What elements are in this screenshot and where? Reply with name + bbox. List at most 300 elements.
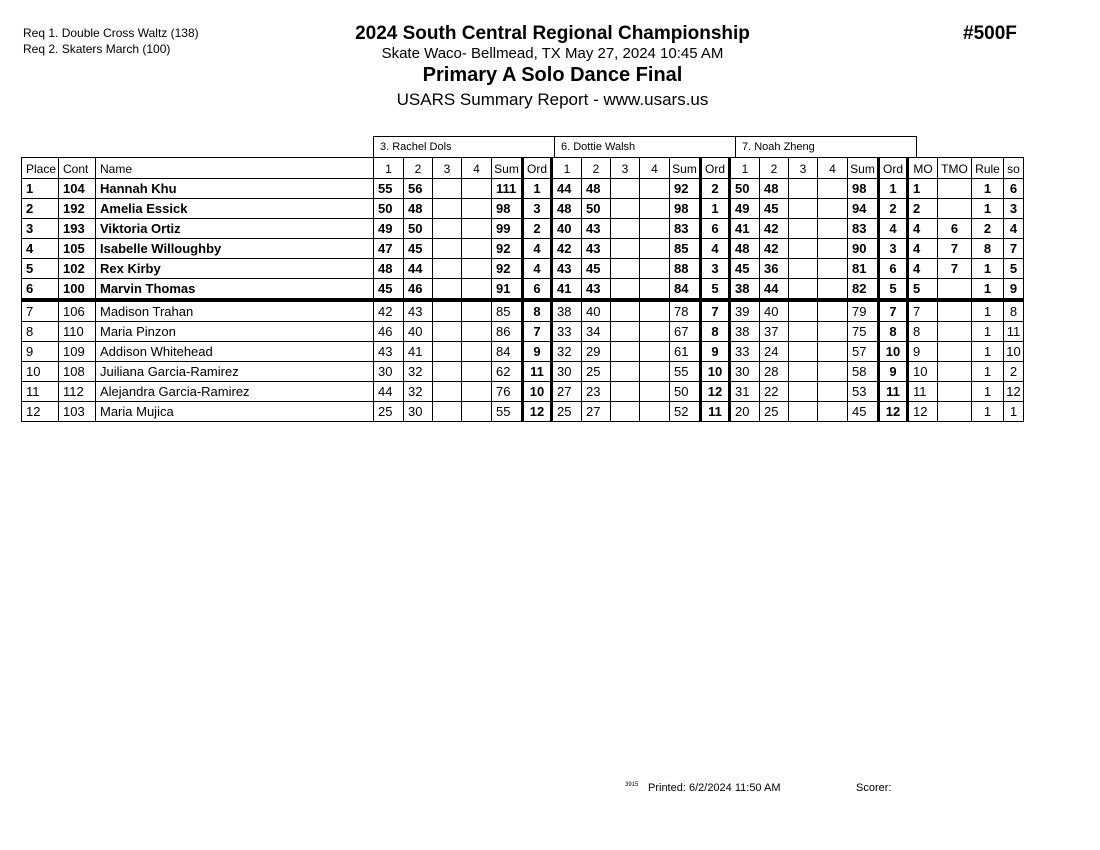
- judge1-sum-cell: 98: [492, 199, 523, 219]
- judge2-score1-cell: 33: [552, 322, 582, 342]
- judge-3-name: 7. Noah Zheng: [736, 137, 917, 158]
- table-row: [22, 239, 1024, 259]
- judge2-score4-cell: [640, 259, 670, 279]
- skater-name-cell: Addison Whitehead: [96, 342, 374, 362]
- table-row: [22, 300, 1024, 322]
- rule-cell: 1: [972, 300, 1004, 322]
- footer-mark: 3915: [625, 782, 639, 788]
- judge2-score3-cell: [611, 279, 640, 301]
- rule-cell: 1: [972, 199, 1004, 219]
- tmo-cell: [938, 300, 972, 322]
- so-cell: 9: [1004, 279, 1024, 301]
- skater-name-cell: Viktoria Ortiz: [96, 219, 374, 239]
- tmo-cell: 7: [938, 259, 972, 279]
- skater-name-cell: Madison Trahan: [96, 300, 374, 322]
- judge1-score2-cell: 56: [404, 179, 433, 199]
- rule-cell: 1: [972, 179, 1004, 199]
- printed-timestamp: Printed: 6/2/2024 11:50 AM: [648, 782, 781, 794]
- mo-cell: 9: [908, 342, 938, 362]
- place-cell: 5: [22, 259, 59, 279]
- judge3-score2-cell: 24: [760, 342, 789, 362]
- judge1-ordinal-cell: 4: [523, 259, 552, 279]
- col-header-cont: Cont: [59, 158, 96, 179]
- judge3-score3-cell: [789, 219, 818, 239]
- judge1-score2-cell: 32: [404, 382, 433, 402]
- judge3-sum-cell: 94: [848, 199, 879, 219]
- col-header-name: Name: [96, 158, 374, 179]
- judge3-ordinal-cell: 4: [879, 219, 908, 239]
- tmo-cell: [938, 322, 972, 342]
- judge2-score2-cell: 50: [582, 199, 611, 219]
- table-row: [22, 402, 1024, 422]
- judge2-score2-cell: 29: [582, 342, 611, 362]
- col-header-judge2-score3: 3: [611, 158, 640, 179]
- judge1-score4-cell: [462, 219, 492, 239]
- judge2-score3-cell: [611, 322, 640, 342]
- judge2-score4-cell: [640, 300, 670, 322]
- judge3-score3-cell: [789, 362, 818, 382]
- judge3-score1-cell: 38: [730, 279, 760, 301]
- contestant-number-cell: 105: [59, 239, 96, 259]
- place-cell: 12: [22, 402, 59, 422]
- col-header-judge3-score2: 2: [760, 158, 789, 179]
- judge1-score2-cell: 50: [404, 219, 433, 239]
- judge1-score3-cell: [433, 300, 462, 322]
- judge3-score3-cell: [789, 342, 818, 362]
- judge2-ordinal-cell: 3: [701, 259, 730, 279]
- judge1-score3-cell: [433, 179, 462, 199]
- skater-name-cell: Hannah Khu: [96, 179, 374, 199]
- judge3-score3-cell: [789, 322, 818, 342]
- judge3-ordinal-cell: 5: [879, 279, 908, 301]
- judge3-score2-cell: 28: [760, 362, 789, 382]
- judge2-score2-cell: 48: [582, 179, 611, 199]
- judge1-score1-cell: 44: [374, 382, 404, 402]
- col-header-judge3-score3: 3: [789, 158, 818, 179]
- rule-cell: 1: [972, 322, 1004, 342]
- judge2-score4-cell: [640, 362, 670, 382]
- event-name: Primary A Solo Dance Final: [422, 64, 683, 86]
- col-header-judge1-sum: Sum: [492, 158, 523, 179]
- judge1-ordinal-cell: 1: [523, 179, 552, 199]
- skater-name-cell: Isabelle Willoughby: [96, 239, 374, 259]
- judge-2-name: 6. Dottie Walsh: [555, 137, 736, 158]
- judge1-score3-cell: [433, 279, 462, 301]
- judge2-score2-cell: 43: [582, 239, 611, 259]
- skater-name-cell: Maria Pinzon: [96, 322, 374, 342]
- skater-name-cell: Juiliana Garcia-Ramirez: [96, 362, 374, 382]
- judge3-sum-cell: 83: [848, 219, 879, 239]
- judge1-score3-cell: [433, 259, 462, 279]
- judge3-score2-cell: 36: [760, 259, 789, 279]
- table-row: [22, 362, 1024, 382]
- judge3-score4-cell: [818, 382, 848, 402]
- contestant-number-cell: 106: [59, 300, 96, 322]
- judge1-score4-cell: [462, 179, 492, 199]
- judge1-score1-cell: 48: [374, 259, 404, 279]
- contestant-number-cell: 104: [59, 179, 96, 199]
- judge3-sum-cell: 58: [848, 362, 879, 382]
- skater-name-cell: Amelia Essick: [96, 199, 374, 219]
- mo-cell: 10: [908, 362, 938, 382]
- judge1-score3-cell: [433, 219, 462, 239]
- judge2-score4-cell: [640, 239, 670, 259]
- judge1-score3-cell: [433, 342, 462, 362]
- judge1-score2-cell: 41: [404, 342, 433, 362]
- judge3-ordinal-cell: 1: [879, 179, 908, 199]
- judge1-score4-cell: [462, 199, 492, 219]
- contestant-number-cell: 103: [59, 402, 96, 422]
- judge2-score1-cell: 25: [552, 402, 582, 422]
- judge3-score2-cell: 40: [760, 300, 789, 322]
- judge2-score3-cell: [611, 219, 640, 239]
- judge3-score1-cell: 20: [730, 402, 760, 422]
- rule-cell: 1: [972, 362, 1004, 382]
- judge2-score3-cell: [611, 179, 640, 199]
- tmo-cell: [938, 179, 972, 199]
- contestant-number-cell: 110: [59, 322, 96, 342]
- requirement-1: Req 1. Double Cross Waltz (138): [23, 26, 199, 40]
- judge2-score1-cell: 40: [552, 219, 582, 239]
- so-cell: 7: [1004, 239, 1024, 259]
- judge1-score4-cell: [462, 342, 492, 362]
- judge2-ordinal-cell: 9: [701, 342, 730, 362]
- judge2-ordinal-cell: 10: [701, 362, 730, 382]
- judge2-score3-cell: [611, 402, 640, 422]
- judge3-score1-cell: 38: [730, 322, 760, 342]
- judge1-score1-cell: 42: [374, 300, 404, 322]
- judge3-score4-cell: [818, 179, 848, 199]
- judge2-score2-cell: 34: [582, 322, 611, 342]
- judge2-score1-cell: 42: [552, 239, 582, 259]
- judge3-score3-cell: [789, 382, 818, 402]
- judge1-score1-cell: 45: [374, 279, 404, 301]
- judge1-score4-cell: [462, 300, 492, 322]
- judge2-ordinal-cell: 2: [701, 179, 730, 199]
- rule-cell: 1: [972, 402, 1004, 422]
- judge2-score4-cell: [640, 199, 670, 219]
- judge2-sum-cell: 61: [670, 342, 701, 362]
- judge2-score3-cell: [611, 239, 640, 259]
- judge1-sum-cell: 62: [492, 362, 523, 382]
- contestant-number-cell: 193: [59, 219, 96, 239]
- judge2-sum-cell: 55: [670, 362, 701, 382]
- tmo-cell: [938, 362, 972, 382]
- judge2-score2-cell: 40: [582, 300, 611, 322]
- judge2-score1-cell: 27: [552, 382, 582, 402]
- judge2-score2-cell: 27: [582, 402, 611, 422]
- judge3-sum-cell: 98: [848, 179, 879, 199]
- col-header-judge3-score1: 1: [730, 158, 760, 179]
- judge2-ordinal-cell: 12: [701, 382, 730, 402]
- place-cell: 2: [22, 199, 59, 219]
- tmo-cell: [938, 382, 972, 402]
- judge1-score2-cell: 40: [404, 322, 433, 342]
- judge2-ordinal-cell: 1: [701, 199, 730, 219]
- requirement-2: Req 2. Skaters March (100): [23, 42, 171, 56]
- judge3-ordinal-cell: 6: [879, 259, 908, 279]
- col-header-judge1-score4: 4: [462, 158, 492, 179]
- so-cell: 10: [1004, 342, 1024, 362]
- scorer-label: Scorer:: [856, 782, 892, 794]
- judge1-score1-cell: 47: [374, 239, 404, 259]
- mo-cell: 5: [908, 279, 938, 301]
- judge2-score1-cell: 48: [552, 199, 582, 219]
- skater-name-cell: Marvin Thomas: [96, 279, 374, 301]
- judge1-score2-cell: 43: [404, 300, 433, 322]
- judge3-sum-cell: 75: [848, 322, 879, 342]
- rule-cell: 1: [972, 279, 1004, 301]
- judge2-ordinal-cell: 7: [701, 300, 730, 322]
- judge3-score2-cell: 42: [760, 239, 789, 259]
- mo-cell: 12: [908, 402, 938, 422]
- judge1-ordinal-cell: 2: [523, 219, 552, 239]
- table-row: [22, 382, 1024, 402]
- place-cell: 1: [22, 179, 59, 199]
- judge1-score3-cell: [433, 322, 462, 342]
- judge1-sum-cell: 55: [492, 402, 523, 422]
- judge3-score3-cell: [789, 300, 818, 322]
- mo-cell: 8: [908, 322, 938, 342]
- skater-name-cell: Rex Kirby: [96, 259, 374, 279]
- judge2-score3-cell: [611, 342, 640, 362]
- place-cell: 4: [22, 239, 59, 259]
- rule-cell: 1: [972, 382, 1004, 402]
- table-header-row: [22, 158, 1024, 179]
- judge2-score4-cell: [640, 279, 670, 301]
- judge1-score4-cell: [462, 402, 492, 422]
- judge3-score1-cell: 30: [730, 362, 760, 382]
- judge-headers: [373, 136, 917, 157]
- so-cell: 8: [1004, 300, 1024, 322]
- judge1-score2-cell: 32: [404, 362, 433, 382]
- col-header-judge2-sum: Sum: [670, 158, 701, 179]
- judge2-score2-cell: 25: [582, 362, 611, 382]
- mo-cell: 4: [908, 239, 938, 259]
- tmo-cell: [938, 279, 972, 301]
- judge3-score4-cell: [818, 199, 848, 219]
- judge2-score2-cell: 23: [582, 382, 611, 402]
- judge2-sum-cell: 92: [670, 179, 701, 199]
- judge2-ordinal-cell: 4: [701, 239, 730, 259]
- judge3-score2-cell: 45: [760, 199, 789, 219]
- judge2-score1-cell: 32: [552, 342, 582, 362]
- judge1-score4-cell: [462, 239, 492, 259]
- judge3-sum-cell: 45: [848, 402, 879, 422]
- page-title: 2024 South Central Regional Championship: [355, 23, 750, 44]
- judge3-score1-cell: 49: [730, 199, 760, 219]
- judge2-sum-cell: 67: [670, 322, 701, 342]
- judge3-score4-cell: [818, 279, 848, 301]
- judge1-sum-cell: 76: [492, 382, 523, 402]
- judge3-score2-cell: 25: [760, 402, 789, 422]
- judge1-sum-cell: 86: [492, 322, 523, 342]
- table-row: [22, 342, 1024, 362]
- judge1-score1-cell: 46: [374, 322, 404, 342]
- judge1-ordinal-cell: 6: [523, 279, 552, 301]
- judge2-sum-cell: 78: [670, 300, 701, 322]
- judge3-ordinal-cell: 11: [879, 382, 908, 402]
- mo-cell: 4: [908, 219, 938, 239]
- judge2-score4-cell: [640, 382, 670, 402]
- judge2-score1-cell: 30: [552, 362, 582, 382]
- tmo-cell: [938, 199, 972, 219]
- col-header-judge1-ord: Ord: [523, 158, 552, 179]
- report-title: USARS Summary Report - www.usars.us: [396, 90, 709, 109]
- contestant-number-cell: 109: [59, 342, 96, 362]
- place-cell: 3: [22, 219, 59, 239]
- judge3-score3-cell: [789, 279, 818, 301]
- so-cell: 3: [1004, 199, 1024, 219]
- judge2-score1-cell: 43: [552, 259, 582, 279]
- so-cell: 11: [1004, 322, 1024, 342]
- judge1-ordinal-cell: 11: [523, 362, 552, 382]
- contestant-number-cell: 100: [59, 279, 96, 301]
- judge1-ordinal-cell: 9: [523, 342, 552, 362]
- place-cell: 8: [22, 322, 59, 342]
- judge1-sum-cell: 99: [492, 219, 523, 239]
- judge1-score3-cell: [433, 382, 462, 402]
- judge3-score1-cell: 41: [730, 219, 760, 239]
- judge2-ordinal-cell: 5: [701, 279, 730, 301]
- judge3-score1-cell: 48: [730, 239, 760, 259]
- col-header-judge3-score4: 4: [818, 158, 848, 179]
- judge3-score3-cell: [789, 199, 818, 219]
- col-header-tmo: TMO: [938, 158, 972, 179]
- judge3-score4-cell: [818, 239, 848, 259]
- judge1-score1-cell: 43: [374, 342, 404, 362]
- col-header-judge3-sum: Sum: [848, 158, 879, 179]
- col-header-rule: Rule: [972, 158, 1004, 179]
- place-cell: 9: [22, 342, 59, 362]
- col-header-judge2-score4: 4: [640, 158, 670, 179]
- judge3-score4-cell: [818, 322, 848, 342]
- judge3-score1-cell: 33: [730, 342, 760, 362]
- judge1-score1-cell: 55: [374, 179, 404, 199]
- judge1-score4-cell: [462, 322, 492, 342]
- mo-cell: 7: [908, 300, 938, 322]
- so-cell: 5: [1004, 259, 1024, 279]
- contestant-number-cell: 108: [59, 362, 96, 382]
- tmo-cell: 6: [938, 219, 972, 239]
- judge1-score3-cell: [433, 362, 462, 382]
- col-header-so: so: [1004, 158, 1024, 179]
- place-cell: 11: [22, 382, 59, 402]
- judge2-score4-cell: [640, 219, 670, 239]
- place-cell: 6: [22, 279, 59, 301]
- judge1-sum-cell: 92: [492, 259, 523, 279]
- event-number: #500F: [963, 23, 1017, 44]
- judge1-ordinal-cell: 7: [523, 322, 552, 342]
- judge3-score3-cell: [789, 259, 818, 279]
- col-header-judge1-score1: 1: [374, 158, 404, 179]
- judge1-sum-cell: 111: [492, 179, 523, 199]
- judge3-ordinal-cell: 2: [879, 199, 908, 219]
- judge2-score3-cell: [611, 199, 640, 219]
- tmo-cell: 7: [938, 239, 972, 259]
- col-header-mo: MO: [908, 158, 938, 179]
- results-table: [21, 157, 1024, 422]
- judge3-score2-cell: 48: [760, 179, 789, 199]
- col-header-judge2-score2: 2: [582, 158, 611, 179]
- judge3-sum-cell: 82: [848, 279, 879, 301]
- judge2-score1-cell: 41: [552, 279, 582, 301]
- judge3-score4-cell: [818, 219, 848, 239]
- judge2-score2-cell: 45: [582, 259, 611, 279]
- col-header-judge3-ord: Ord: [879, 158, 908, 179]
- col-header-place: Place: [22, 158, 59, 179]
- judge3-score3-cell: [789, 402, 818, 422]
- judge2-sum-cell: 84: [670, 279, 701, 301]
- judge1-score3-cell: [433, 239, 462, 259]
- col-header-judge2-score1: 1: [552, 158, 582, 179]
- table-row: [22, 279, 1024, 301]
- judge1-sum-cell: 91: [492, 279, 523, 301]
- judge1-score4-cell: [462, 259, 492, 279]
- skater-name-cell: Alejandra Garcia-Ramirez: [96, 382, 374, 402]
- judge3-sum-cell: 79: [848, 300, 879, 322]
- judge1-score1-cell: 25: [374, 402, 404, 422]
- contestant-number-cell: 192: [59, 199, 96, 219]
- judge3-ordinal-cell: 7: [879, 300, 908, 322]
- tmo-cell: [938, 342, 972, 362]
- so-cell: 1: [1004, 402, 1024, 422]
- judge1-score1-cell: 30: [374, 362, 404, 382]
- judge1-score3-cell: [433, 199, 462, 219]
- judge3-score3-cell: [789, 239, 818, 259]
- judge2-sum-cell: 85: [670, 239, 701, 259]
- judge1-score3-cell: [433, 402, 462, 422]
- judge3-score1-cell: 45: [730, 259, 760, 279]
- col-header-judge1-score3: 3: [433, 158, 462, 179]
- judge3-score4-cell: [818, 342, 848, 362]
- judge3-score4-cell: [818, 402, 848, 422]
- judge3-score2-cell: 22: [760, 382, 789, 402]
- judge3-sum-cell: 81: [848, 259, 879, 279]
- mo-cell: 11: [908, 382, 938, 402]
- event-location-date: Skate Waco- Bellmead, TX May 27, 2024 10:45 AM: [381, 45, 724, 62]
- judge2-ordinal-cell: 11: [701, 402, 730, 422]
- judge2-score1-cell: 38: [552, 300, 582, 322]
- judge3-score2-cell: 44: [760, 279, 789, 301]
- rule-cell: 8: [972, 239, 1004, 259]
- col-header-judge1-score2: 2: [404, 158, 433, 179]
- judge3-score1-cell: 31: [730, 382, 760, 402]
- judge1-sum-cell: 85: [492, 300, 523, 322]
- table-row: [22, 259, 1024, 279]
- judge1-sum-cell: 84: [492, 342, 523, 362]
- judge1-ordinal-cell: 10: [523, 382, 552, 402]
- judge2-score3-cell: [611, 362, 640, 382]
- judge3-sum-cell: 53: [848, 382, 879, 402]
- judge1-score4-cell: [462, 382, 492, 402]
- judge1-ordinal-cell: 12: [523, 402, 552, 422]
- judge3-score1-cell: 50: [730, 179, 760, 199]
- judge3-ordinal-cell: 9: [879, 362, 908, 382]
- contestant-number-cell: 102: [59, 259, 96, 279]
- tmo-cell: [938, 402, 972, 422]
- judge1-score1-cell: 50: [374, 199, 404, 219]
- judge2-sum-cell: 83: [670, 219, 701, 239]
- judge3-ordinal-cell: 12: [879, 402, 908, 422]
- judge1-score2-cell: 44: [404, 259, 433, 279]
- judge2-score1-cell: 44: [552, 179, 582, 199]
- contestant-number-cell: 112: [59, 382, 96, 402]
- table-row: [22, 199, 1024, 219]
- rule-cell: 1: [972, 259, 1004, 279]
- judge1-score2-cell: 45: [404, 239, 433, 259]
- judge3-ordinal-cell: 3: [879, 239, 908, 259]
